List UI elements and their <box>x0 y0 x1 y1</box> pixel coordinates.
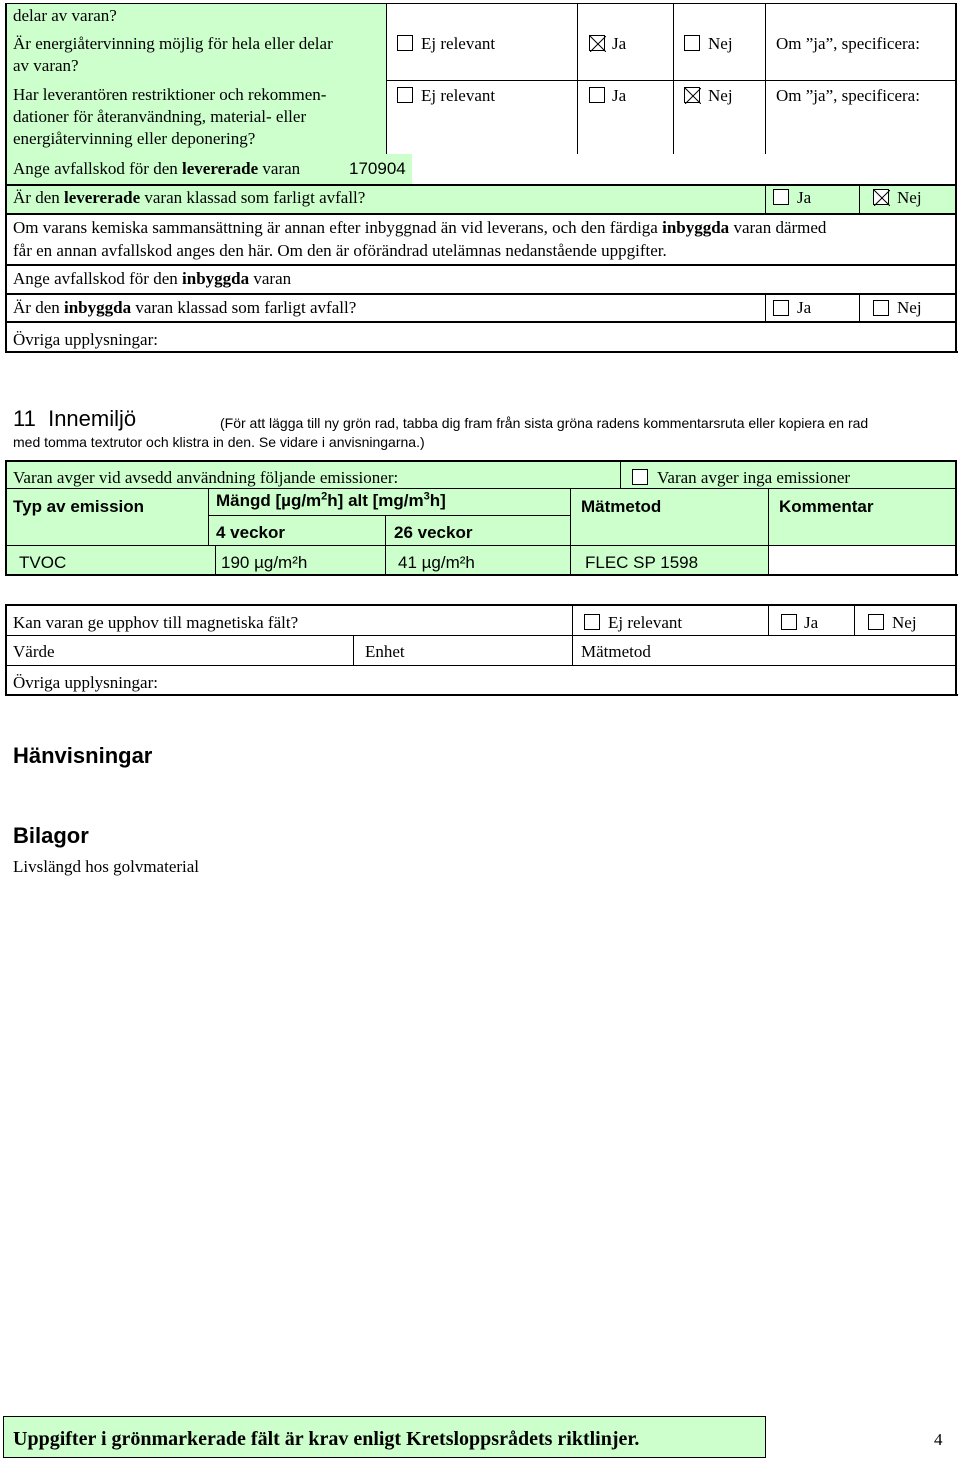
waste-other-info-label: Övriga upplysningar: <box>13 330 158 349</box>
emission-26w-cell[interactable]: 41 µg/m²h <box>398 553 475 572</box>
hazardous-question: Är den levererade varan klassad som farligt avfall? <box>13 188 366 207</box>
q2-no-label: Nej <box>708 86 733 105</box>
mag-not-relevant-checkbox[interactable] <box>584 614 600 630</box>
mag-other-info-label: Övriga upplysningar: <box>13 673 158 692</box>
q1-no-checkbox[interactable] <box>684 35 700 51</box>
haz-yes-label: Ja <box>797 188 812 207</box>
restrictions-question: Har leverantören restriktioner och rekommen- <box>13 85 327 104</box>
haz-yes-checkbox[interactable] <box>773 189 789 205</box>
q2-yes-label: Ja <box>612 86 627 105</box>
built-haz-no-checkbox[interactable] <box>873 300 889 316</box>
col-comment: Kommentar <box>779 497 874 516</box>
col-amount: Mängd $[\mu g/m^2h]$ alt $[mg/m^3h]$ <box>216 490 446 510</box>
emissions-label: Varan avger vid avsedd användning följande emissioner: <box>13 468 399 487</box>
section-note: (För att lägga till ny grön rad, tabba dig fram från sista gröna radens kommentarsruta eller kopiera en rad <box>220 415 869 431</box>
no-emissions-checkbox[interactable] <box>632 469 648 485</box>
built-in-hazardous-question: Är den inbyggda varan klassad som farligt avfall? <box>13 298 357 317</box>
footer-requirement-text: Uppgifter i grönmarkerade fält är krav enligt Kretsloppsrådets riktlinjer. <box>13 1428 640 1450</box>
built-in-code-label: Ange avfallskod för den inbyggda varan <box>13 269 292 288</box>
energy-recovery-question-2: av varan? <box>13 56 79 75</box>
q1-not-relevant-label: Ej relevant <box>421 34 496 53</box>
restrictions-question-3: energiåtervinning eller deponering? <box>13 129 256 148</box>
mag-no-checkbox[interactable] <box>868 614 884 630</box>
checkmark-x-icon <box>874 190 890 206</box>
section-number: 11 <box>13 406 36 431</box>
col-4-weeks: 4 veckor <box>216 523 285 542</box>
mag-method-label: Mätmetod <box>581 642 651 661</box>
emission-4w-cell[interactable]: 190 µg/m²h <box>221 553 308 572</box>
mag-value-label: Värde <box>13 642 55 661</box>
mag-not-relevant-label: Ej relevant <box>608 613 683 632</box>
magnetic-question: Kan varan ge upphov till magnetiska fält? <box>13 613 299 632</box>
built-haz-yes-label: Ja <box>797 298 812 317</box>
no-emissions-label: Varan avger inga emissioner <box>657 468 851 487</box>
q2-not-relevant-checkbox[interactable] <box>397 87 413 103</box>
waste-answers-bg <box>387 3 955 154</box>
q2-specify-label: Om ”ja”, specificera: <box>776 86 920 105</box>
built-haz-yes-checkbox[interactable] <box>773 300 789 316</box>
section-title: Innemiljö <box>48 406 137 431</box>
q1-no-label: Nej <box>708 34 733 53</box>
built-in-note: Om varans kemiska sammansättning är annan efter inbyggnad än vid leverans, och den färdiga inbyggda varan därmed <box>13 218 827 237</box>
checkmark-x-icon <box>590 36 606 52</box>
haz-no-label: Nej <box>897 188 922 207</box>
q1-specify-label: Om ”ja”, specificera: <box>776 34 920 53</box>
waste-code-value[interactable]: 170904 <box>349 159 406 178</box>
mag-unit-label: Enhet <box>365 642 405 661</box>
page-number: 4 <box>934 1430 943 1449</box>
comment-cell[interactable] <box>769 545 956 575</box>
col-emission-type: Typ av emission <box>13 497 145 516</box>
waste-q0-tail: delar av varan? <box>13 6 117 25</box>
attachments-heading: Bilagor <box>13 823 89 848</box>
q1-yes-checkbox[interactable] <box>589 35 605 51</box>
checkmark-x-icon <box>685 88 701 104</box>
col-26-weeks: 26 veckor <box>394 523 473 542</box>
built-haz-no-label: Nej <box>897 298 922 317</box>
mag-yes-label: Ja <box>804 613 819 632</box>
col-method: Mätmetod <box>581 497 662 516</box>
energy-recovery-question: Är energiåtervinning möjlig för hela eller delar <box>13 34 333 53</box>
attachment-item[interactable]: Livslängd hos golvmaterial <box>13 857 200 876</box>
waste-code-label: Ange avfallskod för den levererade varan <box>13 159 301 178</box>
mag-yes-checkbox[interactable] <box>781 614 797 630</box>
haz-no-checkbox[interactable] <box>873 189 889 205</box>
emission-type-cell[interactable]: TVOC <box>19 553 67 572</box>
restrictions-question-2: dationer för återanvändning, material- eller <box>13 107 307 126</box>
emission-method-cell[interactable]: FLEC SP 1598 <box>585 553 699 572</box>
q1-yes-label: Ja <box>612 34 627 53</box>
q2-no-checkbox[interactable] <box>684 87 700 103</box>
q1-not-relevant-checkbox[interactable] <box>397 35 413 51</box>
q2-yes-checkbox[interactable] <box>589 87 605 103</box>
mag-no-label: Nej <box>892 613 917 632</box>
q2-not-relevant-label: Ej relevant <box>421 86 496 105</box>
built-in-note-2: får en annan avfallskod anges den här. Om den är oförändrad utelämnas nedanstående uppgifter. <box>13 241 667 260</box>
references-heading: Hänvisningar <box>13 743 153 768</box>
section-note-2: med tomma textrutor och klistra in den. Se vidare i anvisningarna.) <box>13 434 425 450</box>
